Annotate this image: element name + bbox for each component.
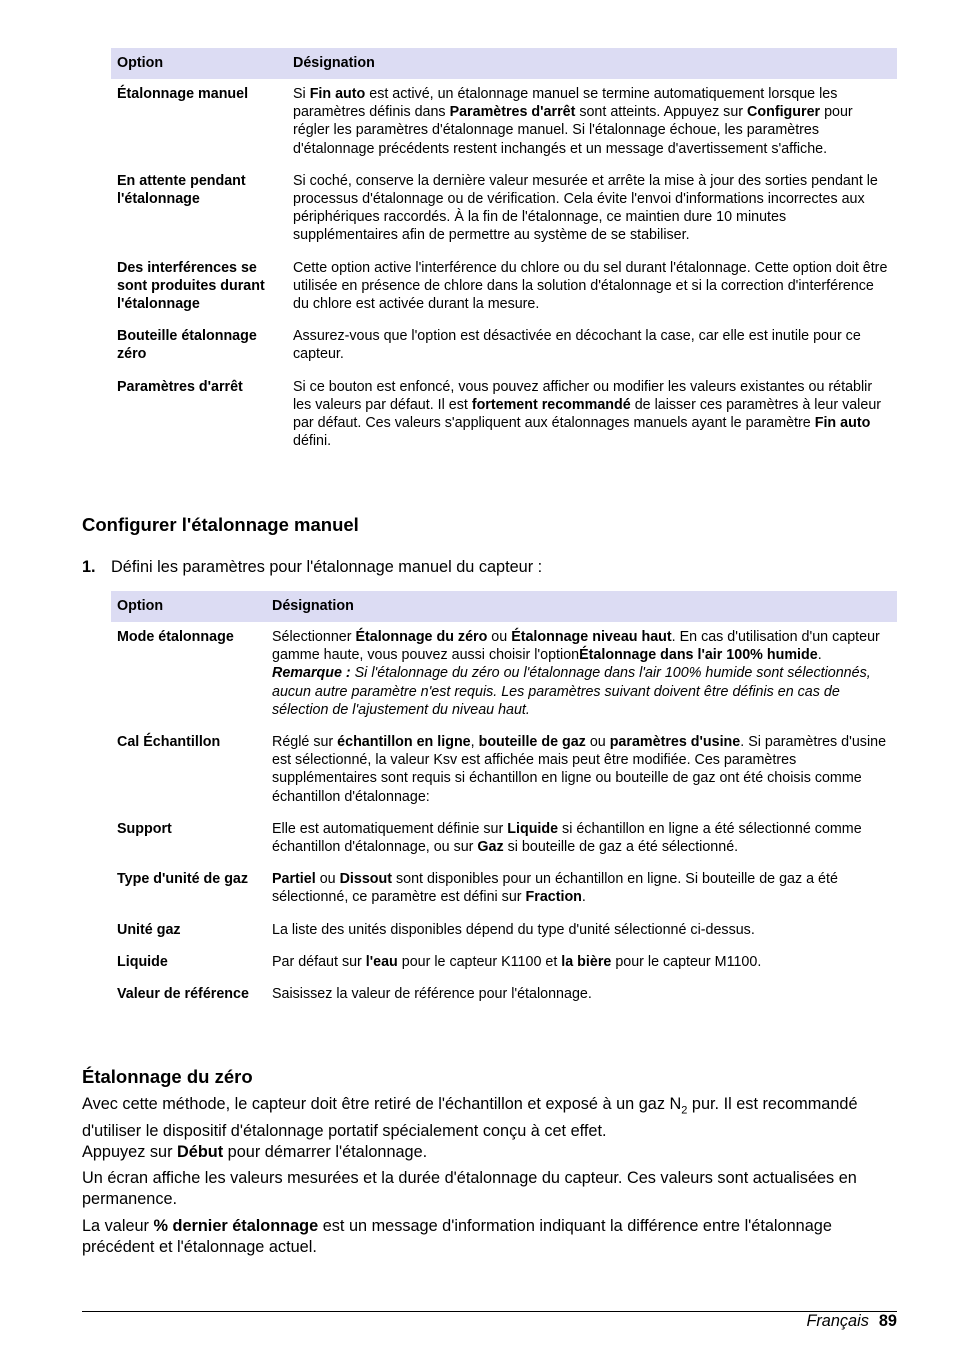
table-row (111, 915, 897, 947)
text-run: . En cas d'utilisation d'un capteur gamme haute, vous pouvez aussi choisir l'option (272, 629, 880, 664)
page-number: 89 (878, 1312, 897, 1330)
text-run: La valeur (82, 1217, 154, 1235)
paragraph (82, 1168, 872, 1209)
option-name: Bouteille étalonnage zéro (117, 328, 257, 363)
table-row (111, 166, 897, 253)
text-run: sont disponibles pour un échantillon en ligne. Si bouteille de gaz a été sélectionné, ce paramètre est défini sur (272, 871, 838, 906)
text-run: Réglé sur (272, 734, 338, 751)
text-run: la bière (561, 953, 612, 970)
text-run: pur. Il est recommandé d'utiliser le dispositif d'étalonnage portatif spécialement conçu à cet effet. (82, 1095, 858, 1140)
text-run: bouteille de gaz (478, 734, 586, 751)
text-run: Si coché, conserve la dernière valeur mesurée et arrête la mise à jour des sorties pendant le processus d'étalonnage ou de vérification. Cela évite l'envoi d'informations incorrectes aux périphériques raccordés. À la fin de l'étalonnage, ce maintien dure 10 minutes supplémentaires afin de permettre au système de se stabiliser. (293, 172, 878, 244)
text-run: ou (487, 629, 512, 645)
option-description (266, 979, 897, 1011)
text-run: de laisser ces paramètres à leur valeur par défaut. Ces valeurs s'appliquent aux étalonnages manuels ayant le paramètre (293, 396, 882, 432)
option-name: Mode étalonnage (117, 629, 234, 645)
option-name: Cal Échantillon (117, 734, 221, 751)
text-run: si échantillon en ligne a été sélectionné comme échantillon d'étalonnage, ou sur (272, 820, 862, 856)
table-row (111, 979, 897, 1011)
option-name: Liquide (117, 953, 168, 970)
option-description (266, 814, 897, 864)
header-option: Option (111, 591, 266, 622)
text-run: Si ce bouton est enfoncé, vous pouvez afficher ou modifier les valeurs existantes ou rétablir les valeurs par défaut. Il est (293, 378, 873, 413)
option-description (287, 166, 897, 253)
text-run: . (817, 647, 822, 664)
paragraph (82, 1216, 872, 1257)
table-header-row (111, 48, 897, 79)
text-run: 2 (681, 1104, 688, 1117)
text-run: sont atteints. Appuyez sur (575, 104, 748, 121)
section-heading-zero-calibration: Étalonnage du zéro (82, 1066, 253, 1087)
option-description (287, 321, 897, 371)
text-run: Si l'étalonnage du zéro ou l'étalonnage dans l'air 100% humide sont sélectionnés, aucun autre paramètre n'est requis. Les paramètres suivant doivent être définis en cas de sélection de l'ajustement du niveau haut. (272, 665, 871, 718)
text-run: Assurez-vous que l'option est désactivée en décochant la case, car elle est inutile pour ce capteur. (293, 328, 861, 363)
option-name: Étalonnage manuel (117, 86, 249, 102)
text-run: si bouteille de gaz a été sélectionné. (503, 839, 739, 856)
option-description (287, 372, 897, 459)
table-body (111, 622, 897, 1011)
text-run: % dernier étalonnage (153, 1217, 319, 1235)
text-run: Sélectionner (272, 629, 356, 645)
text-run: pour le capteur M1100. (611, 953, 762, 970)
table-row (111, 947, 897, 979)
text-run: Remarque : (272, 665, 351, 682)
option-description (266, 727, 897, 814)
option-name: Paramètres d'arrêt (117, 378, 243, 395)
option-description (266, 622, 897, 727)
text-run: Étalonnage du zéro (355, 629, 488, 645)
section-heading-configure-manual-calibration: Configurer l'étalonnage manuel (82, 514, 359, 535)
option-name: Unité gaz (117, 921, 181, 938)
table-row (111, 79, 897, 166)
text-run: Partiel (272, 871, 316, 888)
table-row (111, 727, 897, 814)
text-run: Configurer (747, 104, 821, 121)
text-run: est activé, un étalonnage manuel se termine automatiquement lorsque les paramètres définis dans (293, 86, 838, 121)
header-option: Option (111, 48, 287, 79)
step-text: Défini les paramètres pour l'étalonnage manuel du capteur : (111, 558, 543, 576)
text-run: Par défaut sur (272, 953, 366, 970)
option-name: En attente pendant l'étalonnage (117, 172, 246, 208)
text-run: paramètres d'usine (609, 734, 741, 751)
text-run: est un message d'information indiquant la différence entre l'étalonnage précédent et l'étalonnage actuel. (82, 1217, 832, 1256)
text-run: Avec cette méthode, le capteur doit être retiré de l'échantillon et exposé à un gaz N (82, 1095, 682, 1113)
paragraph (82, 1142, 872, 1163)
options-table-calibration (111, 48, 897, 458)
text-run: Gaz (477, 839, 504, 856)
table-row (111, 253, 897, 322)
text-run: Saisissez la valeur de référence pour l'étalonnage. (272, 986, 592, 1003)
options-table-manual-calibration (111, 591, 897, 1011)
table-row (111, 372, 897, 459)
text-run: Paramètres d'arrêt (449, 104, 576, 121)
text-run: Elle est automatiquement définie sur (272, 820, 508, 837)
option-description (266, 864, 897, 914)
text-run: pour démarrer l'étalonnage. (223, 1143, 428, 1161)
text-run: défini. (293, 433, 332, 450)
option-name: Type d'unité de gaz (117, 871, 249, 888)
text-run: Dissout (339, 871, 393, 888)
text-run: Si (293, 86, 310, 102)
table-row (111, 864, 897, 914)
text-run: Cette option active l'interférence du chlore ou du sel durant l'étalonnage. Cette option doit être utilisée en présence de chlore dans la solution d'étalonnage et si la correction d'interférence du chlore est activée durant la mesure. (293, 259, 888, 313)
table-row (111, 622, 897, 727)
option-name: Support (117, 820, 172, 837)
option-description (266, 947, 897, 979)
text-run: . Si paramètres d'usine est sélectionné, la valeur Ksv est affichée mais peut être modifiée. Ces paramètres supplémentaires sont requis si échantillon en ligne ou bouteille de gaz ont été choisis comme échantillon d'étalonnage: (272, 734, 887, 805)
text-run: Appuyez sur (82, 1143, 178, 1161)
header-designation: Désignation (287, 48, 897, 79)
text-run: Liquide (507, 820, 559, 837)
option-name: Des interférences se sont produites durant l'étalonnage (117, 259, 265, 313)
header-designation: Désignation (266, 591, 897, 622)
table-body (111, 79, 897, 458)
table-row (111, 321, 897, 371)
text-run: l'eau (365, 953, 398, 970)
step-number: 1. (82, 558, 96, 576)
text-run: fortement recommandé (471, 396, 631, 413)
page-footer (806, 1312, 897, 1331)
text-run: La liste des unités disponibles dépend du type d'unité sélectionné ci-dessus. (272, 921, 755, 938)
text-run: ou (315, 871, 340, 888)
text-run: Un écran affiche les valeurs mesurées et la durée d'étalonnage du capteur. Ces valeurs sont actualisées en permanence. (82, 1169, 857, 1208)
text-run: Début (177, 1143, 224, 1161)
text-run: . (581, 889, 586, 906)
text-run: Étalonnage niveau haut (511, 629, 672, 645)
text-run: ou (585, 734, 610, 751)
footer-divider (82, 1311, 897, 1312)
table-row (111, 814, 897, 864)
step-1 (82, 558, 542, 577)
text-run: Fin auto (309, 86, 366, 102)
text-run: pour le capteur K1100 et (397, 953, 562, 970)
option-name: Valeur de référence (117, 986, 249, 1003)
table-header-row (111, 591, 897, 622)
text-run: échantillon en ligne (337, 734, 471, 751)
text-run: Étalonnage dans l'air 100% humide (579, 647, 818, 664)
text-run: Fin auto (814, 415, 871, 432)
text-run: pour régler les paramètres d'étalonnage manuel. Si l'étalonnage échoue, les paramètres d'étalonnage précédents restent inchangés et un message d'avertissement s'affiche. (293, 104, 853, 157)
paragraph (82, 1094, 872, 1141)
option-description (266, 915, 897, 947)
option-description (287, 79, 897, 166)
footer-language: Français (806, 1312, 869, 1330)
option-description (287, 253, 897, 322)
text-run: Fraction (525, 889, 582, 906)
text-run: , (470, 734, 479, 751)
